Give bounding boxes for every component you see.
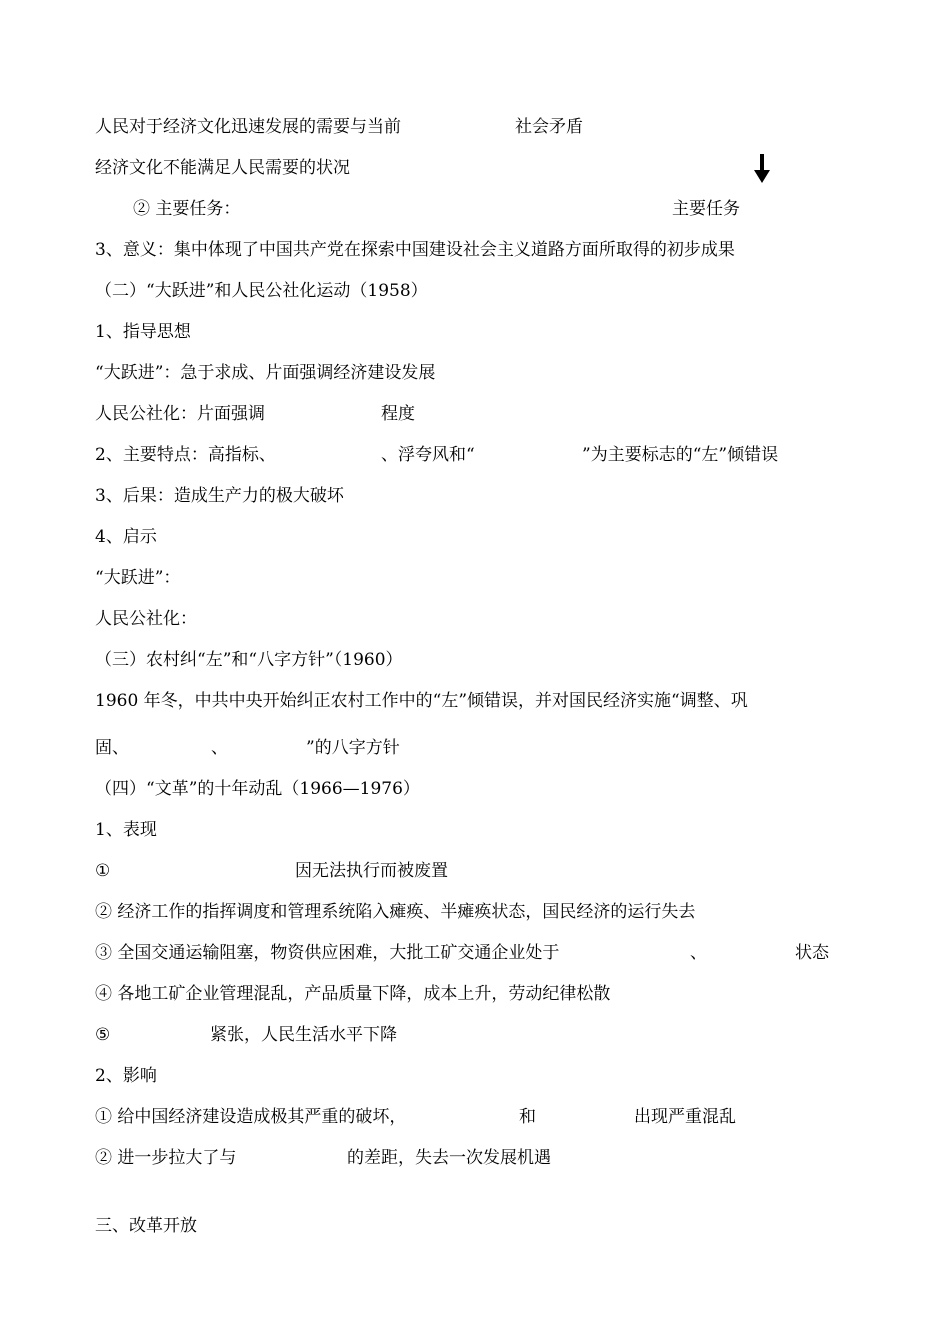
text-line: 、 [211, 738, 228, 758]
text-line: ”为主要标志的“左”倾错误 [582, 445, 779, 465]
text-line: 社会矛盾 [515, 117, 583, 137]
text-line: ② 经济工作的指挥调度和管理系统陷入瘫痪、半瘫痪状态，国民经济的运行失去 [95, 902, 696, 922]
text-line: ② 进一步拉大了与 [95, 1148, 237, 1168]
text-line: “大跃进”：急于求成、片面强调经济建设发展 [95, 363, 436, 383]
down-arrow-icon [752, 154, 772, 184]
text-line: 1960 年冬，中共中央开始纠正农村工作中的“左”倾错误，并对国民经济实施“调整、巩 [95, 691, 748, 711]
text-line: 2、主要特点：高指标、 [95, 445, 276, 465]
text-line: 主要任务 [672, 199, 740, 219]
text-line: 1、指导思想 [95, 322, 191, 342]
text-line: 、浮夸风和“ [381, 445, 475, 465]
text-line: “大跃进”： [95, 568, 181, 588]
text-line: 的差距，失去一次发展机遇 [347, 1148, 551, 1168]
text-line: ”的八字方针 [306, 738, 400, 758]
text-line: 4、启示 [95, 527, 157, 547]
text-line: 经济文化不能满足人民需要的状况 [95, 158, 350, 178]
text-line: 和 [519, 1107, 536, 1127]
text-line: ④ 各地工矿企业管理混乱，产品质量下降，成本上升，劳动纪律松散 [95, 984, 611, 1004]
text-line: 1、表现 [95, 820, 157, 840]
text-line: 紧张，人民生活水平下降 [210, 1025, 397, 1045]
text-line: 人民公社化：片面强调 [95, 404, 265, 424]
text-line: 人民对于经济文化迅速发展的需要与当前 [95, 117, 401, 137]
text-line: 人民公社化： [95, 609, 197, 629]
text-line: 出现严重混乱 [634, 1107, 736, 1127]
text-line: 状态 [795, 943, 829, 963]
text-line: 、 [690, 943, 707, 963]
text-line: ① [95, 861, 111, 881]
section-heading: （四）“文革”的十年动乱（1966—1976） [95, 779, 420, 799]
text-line: ③ 全国交通运输阻塞，物资供应困难，大批工矿交通企业处于 [95, 943, 560, 963]
text-line: ② 主要任务： [133, 199, 241, 219]
section-heading: （二）“大跃进”和人民公社化运动（1958） [95, 281, 428, 301]
text-line: 因无法执行而被废置 [295, 861, 448, 881]
text-line: 3、后果：造成生产力的极大破坏 [95, 486, 344, 506]
text-line: 3、意义：集中体现了中国共产党在探索中国建设社会主义道路方面所取得的初步成果 [95, 240, 735, 260]
text-line: 固、 [95, 738, 129, 758]
text-line: ① 给中国经济建设造成极其严重的破坏， [95, 1107, 407, 1127]
text-line: 2、影响 [95, 1066, 157, 1086]
section-heading: 三、改革开放 [95, 1216, 197, 1236]
text-line: ⑤ [95, 1025, 111, 1045]
text-line: 程度 [381, 404, 415, 424]
section-heading: （三）农村纠“左”和“八字方针”（1960） [95, 650, 403, 670]
